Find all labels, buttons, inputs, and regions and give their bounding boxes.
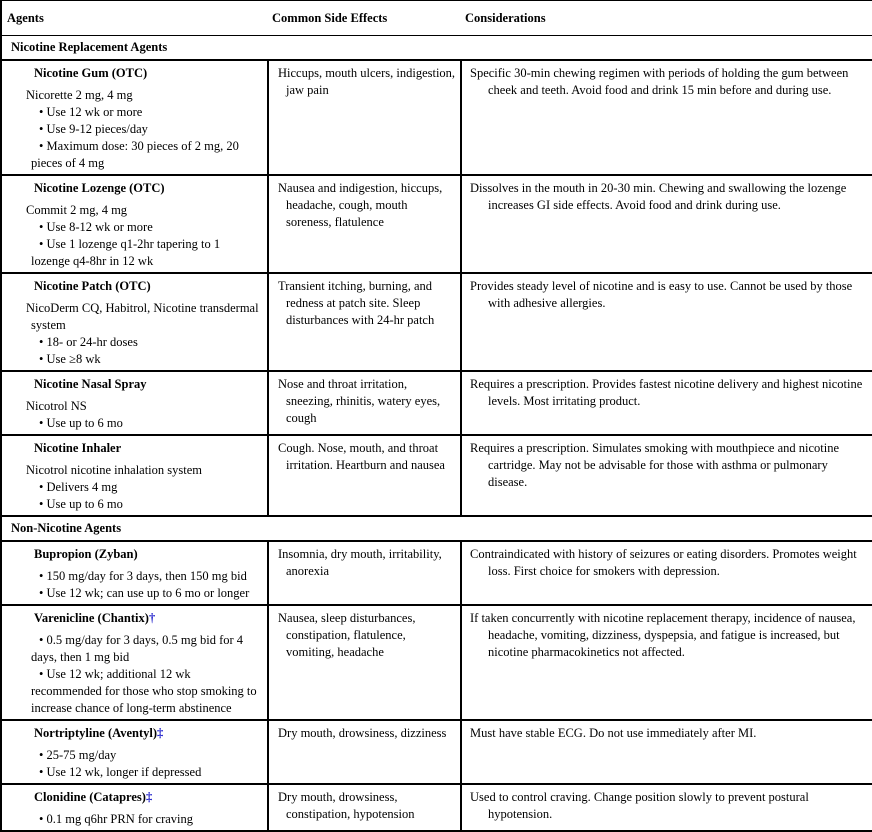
table-row-nicotine-inhaler <box>1 435 872 516</box>
table-row-bupropion <box>1 541 872 605</box>
considerations-text: Contraindicated with history of seizures or eating disorders. Promotes weight loss. First choice for smokers with depression. <box>470 547 857 578</box>
table-row-nicotine-patch <box>1 273 872 371</box>
agent-name-text: Nortriptyline (Aventyl) <box>34 726 158 740</box>
agent-brand: Nicotrol nicotine inhalation system <box>26 463 203 477</box>
agent-cell <box>1 784 268 831</box>
considerations-cell <box>461 371 872 435</box>
considerations-text: Specific 30-min chewing regimen with periods of holding the gum between cheek and teeth. Avoid food and drink 15 min before and during use. <box>470 66 849 97</box>
side-effects-text: Transient itching, burning, and redness at patch site. Sleep disturbances with 24-hr patch <box>278 279 435 327</box>
agent-name <box>34 376 261 393</box>
bullet-list <box>26 219 261 270</box>
bullet-list <box>26 104 261 172</box>
agent-name <box>34 180 261 197</box>
side-effects-text: Dry mouth, drowsiness, constipation, hypotension <box>278 790 415 821</box>
column-header-considerations: Considerations <box>461 1 872 36</box>
agent-brand: Nicorette 2 mg, 4 mg <box>26 88 133 102</box>
bullet-item: • 25-75 mg/day <box>26 747 261 764</box>
considerations-text: If taken concurrently with nicotine replacement therapy, incidence of nausea, headache, vomiting, dizziness, dyspepsia, and fatigue is increased, but nicotine pharmacokinetics not affected. <box>470 611 856 659</box>
agent-name-text: Nicotine Nasal Spray <box>34 377 147 391</box>
agent-name <box>34 725 261 742</box>
considerations-text: Used to control craving. Change position slowly to prevent postural hypotension. <box>470 790 809 821</box>
dagger-footnote-marker: † <box>148 611 156 625</box>
column-header-side-effects: Common Side Effects <box>268 1 461 36</box>
agent-cell <box>1 720 268 784</box>
agent-cell <box>1 175 268 273</box>
bullet-item: • Use 8-12 wk or more <box>26 219 261 236</box>
agent-cell <box>1 273 268 371</box>
table-row-nortriptyline <box>1 720 872 784</box>
agent-name-text: Nicotine Lozenge (OTC) <box>34 181 165 195</box>
side-effects-cell <box>268 784 461 831</box>
bullet-item: • Use 12 wk or more <box>26 104 261 121</box>
agent-cell <box>1 371 268 435</box>
side-effects-cell <box>268 60 461 175</box>
agent-cell <box>1 605 268 720</box>
side-effects-cell <box>268 541 461 605</box>
agent-name-text: Clonidine (Catapres) <box>34 790 146 804</box>
bullet-item: • Use up to 6 mo <box>26 415 261 432</box>
bullet-item: • Use 9-12 pieces/day <box>26 121 261 138</box>
section-row-non-nicotine <box>1 516 872 541</box>
considerations-cell <box>461 605 872 720</box>
agent-name-text: Nicotine Gum (OTC) <box>34 66 148 80</box>
agent-name-text: Bupropion (Zyban) <box>34 547 138 561</box>
bullet-item: • 0.1 mg q6hr PRN for craving <box>26 811 261 828</box>
agent-cell <box>1 435 268 516</box>
side-effects-cell <box>268 720 461 784</box>
bullet-item: • Delivers 4 mg <box>26 479 261 496</box>
agent-name <box>34 546 261 563</box>
double-dagger-footnote-marker: ‡ <box>145 790 153 804</box>
considerations-cell <box>461 541 872 605</box>
agent-brand: Nicotrol NS <box>26 399 87 413</box>
side-effects-text: Hiccups, mouth ulcers, indigestion, jaw pain <box>278 66 456 97</box>
table-row-clonidine <box>1 784 872 831</box>
section-row-nicotine-replacement <box>1 36 872 61</box>
agent-name <box>34 65 261 82</box>
side-effects-text: Insomnia, dry mouth, irritability, anorexia <box>278 547 442 578</box>
bullet-item: • 0.5 mg/day for 3 days, 0.5 mg bid for 4 days, then 1 mg bid <box>26 632 261 666</box>
bullet-item: • Maximum dose: 30 pieces of 2 mg, 20 pieces of 4 mg <box>26 138 261 172</box>
side-effects-text: Dry mouth, drowsiness, dizziness <box>278 726 447 740</box>
considerations-text: Dissolves in the mouth in 20-30 min. Chewing and swallowing the lozenge increases GI side effects. Avoid food and drink during use. <box>470 181 847 212</box>
considerations-cell <box>461 273 872 371</box>
side-effects-cell <box>268 175 461 273</box>
side-effects-cell <box>268 273 461 371</box>
agent-brand: Commit 2 mg, 4 mg <box>26 203 128 217</box>
table-row-nicotine-gum <box>1 60 872 175</box>
side-effects-text: Nose and throat irritation, sneezing, rhinitis, watery eyes, cough <box>278 377 441 425</box>
table-row-nicotine-nasal-spray <box>1 371 872 435</box>
bullet-list <box>26 334 261 368</box>
considerations-text: Requires a prescription. Provides fastest nicotine delivery and highest nicotine levels. Most irritating product. <box>470 377 863 408</box>
bullet-list <box>26 568 261 602</box>
considerations-cell <box>461 175 872 273</box>
bullet-list <box>26 479 261 513</box>
agent-cell <box>1 60 268 175</box>
side-effects-text: Nausea and indigestion, hiccups, headache, cough, mouth soreness, flatulence <box>278 181 443 229</box>
section-title: Non-Nicotine Agents <box>1 516 872 541</box>
agent-name-text: Varenicline (Chantix) <box>34 611 149 625</box>
bullet-item: • 150 mg/day for 3 days, then 150 mg bid <box>26 568 261 585</box>
side-effects-cell <box>268 435 461 516</box>
side-effects-text: Cough. Nose, mouth, and throat irritation. Heartburn and nausea <box>278 441 445 472</box>
table-row-nicotine-lozenge <box>1 175 872 273</box>
side-effects-text: Nausea, sleep disturbances, constipation, flatulence, vomiting, headache <box>278 611 416 659</box>
agent-name <box>34 610 261 627</box>
table-header-row <box>1 1 872 36</box>
bullet-item: • Use 12 wk; additional 12 wk recommended for those who stop smoking to increase chance of long-term abstinence <box>26 666 261 717</box>
considerations-cell <box>461 720 872 784</box>
side-effects-cell <box>268 605 461 720</box>
bullet-list <box>26 811 261 828</box>
agent-brand: NicoDerm CQ, Habitrol, Nicotine transdermal system <box>26 301 259 332</box>
considerations-text: Provides steady level of nicotine and is easy to use. Cannot be used by those with adhesive allergies. <box>470 279 853 310</box>
considerations-cell <box>461 435 872 516</box>
agent-name <box>34 440 261 457</box>
bullet-list <box>26 632 261 717</box>
double-dagger-footnote-marker: ‡ <box>157 726 164 740</box>
bullet-item: • Use 1 lozenge q1-2hr tapering to 1 lozenge q4-8hr in 12 wk <box>26 236 261 270</box>
agent-name-text: Nicotine Inhaler <box>34 441 122 455</box>
bullet-item: • Use ≥8 wk <box>26 351 261 368</box>
bullet-list <box>26 415 261 432</box>
agent-name <box>34 789 261 806</box>
agent-cell <box>1 541 268 605</box>
bullet-item: • 18- or 24-hr doses <box>26 334 261 351</box>
bullet-item: • Use 12 wk; can use up to 6 mo or longer <box>26 585 261 602</box>
section-title: Nicotine Replacement Agents <box>1 36 872 61</box>
bullet-item: • Use 12 wk, longer if depressed <box>26 764 261 781</box>
column-header-agents: Agents <box>1 1 268 36</box>
agent-name <box>34 278 261 295</box>
bullet-list <box>26 747 261 781</box>
bullet-item: • Use up to 6 mo <box>26 496 261 513</box>
side-effects-cell <box>268 371 461 435</box>
considerations-cell <box>461 784 872 831</box>
considerations-cell <box>461 60 872 175</box>
considerations-text: Requires a prescription. Simulates smoking with mouthpiece and nicotine cartridge. May not be advisable for those with asthma or pulmonary disease. <box>470 441 840 489</box>
considerations-text: Must have stable ECG. Do not use immediately after MI. <box>470 726 757 740</box>
table-row-varenicline <box>1 605 872 720</box>
agent-name-text: Nicotine Patch (OTC) <box>34 279 151 293</box>
